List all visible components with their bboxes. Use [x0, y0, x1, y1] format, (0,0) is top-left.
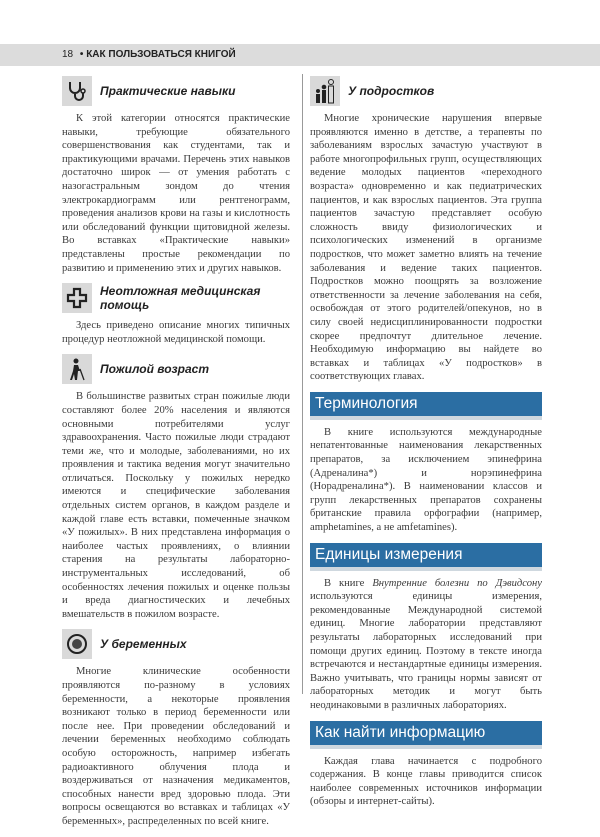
- section-text: Каждая глава начинается с подробного содержания. В конце главы приводится список наиболее современных источников информации (обзоры и интернет-сайты).: [310, 755, 542, 808]
- section-text: Многие клинические особенности проявляются по-разному в условиях беременности, а некоторые проявления возникают только в период беременности или после нее. При проведении обследований и лечении беременных необходимо соблюдать особую осторожность, например избегать радиоактивного облучения плода и воздерживаться от назначения медикаментов, способных нанести вред здоровью плода. Эти вопросы освещаются во вставках и таблицах «У беременных», распределенных по всей книге.: [62, 666, 290, 827]
- section-elderly-heading: [62, 354, 290, 384]
- section-text: В большинстве развитых стран пожилые люди составляют более 20% населения и являются основными потребителями услуг здравоохранения. Часто пожилые люди страдают теми же, что и молодые, заболеваниями, но их проявления и тактика ведения могут значительно отличаться. Поскольку у пожилых нередко имеются и специфические заболевания отдельных систем органов, в каждом разделе и каждой главе есть вставки, помеченные значком «У пожилых». В них представлена информация о наиболее частых проявлениях, о влиянии старения на результаты лабораторно-инструментальных исследований, об особенностях лечения пожилых и оценке пользы и вреда диагностических и лечебных вмешательств в пожилом возрасте.: [62, 391, 290, 620]
- section-text: К этой категории относятся практические навыки, требующие обязательного совершенствования как студентами, так и практикующими врачами. Перечень этих навыков достаточно широк — от умения работать с назогастральным зондом до чтения электрокардиограмм или рентгенограмм, проведения анализов крови на газы и кислотность или обследований функции щитовидной железы. Во вставках «Практические навыки» представлены простые рекомендации по развитию и применению этих и других навыков.: [62, 113, 290, 274]
- section-text: В книге используются международные непатентованные наименования лекарственных препаратов, за исключением эпинефрина (Адреналина*) и норэпинефрина (Норадреналина*). В наименовании классов и групп лекарственных препаратов сохранены британские правила орфографии (например, amphetamines, а не amfetamines).: [310, 426, 542, 534]
- page-number: 18: [62, 49, 74, 60]
- section-heading-find-info: Как найти информацию: [310, 721, 542, 745]
- header-title-line: [62, 49, 236, 60]
- medical-cross-icon: [62, 283, 92, 313]
- header-bullet: •: [79, 49, 84, 60]
- right-column: [310, 72, 542, 817]
- section-title: У беременных: [100, 637, 187, 652]
- section-pregnant-heading: [62, 629, 290, 659]
- column-divider: [302, 74, 303, 694]
- section-title: Практические навыки: [100, 84, 236, 98]
- left-column: [62, 72, 290, 837]
- section-text: Многие хронические нарушения впервые проявляются именно в детстве, а терапевты по заболеваниям взрослых зачастую участвуют в работе многопрофильных групп, осуществляющих ведение молодых пациентов «переходного возраста» одновременно и как педиатрических пациентов, и как взрослых пациентов. Эта группа пациентов зачастую представляет особую сложность ввиду физиологических и психологических изменений в организме подростков, что может заметно влиять на течение заболевания и ведение таких пациентов. Подростков можно поощрять за возложение ответственности за лечение заболевания на себя, освобождая от этого родителей/опекунов, но в силу своей недисциплинированности подростки скорее предпочтут длительное лечение. Необходимую информацию вы найдете во вставках и таблицах «У подростков» в соответствующих главах.: [310, 113, 542, 383]
- text-fragment: используются единицы измерения, рекомендованные Международной системой единиц. Многие лаборатории представляют результаты лабораторных исследований при помощи других единиц. Поэтому в тексте иногда встречаются и нестандартные единицы измерения. Важно учитывать, что границы нормы зависят от лабораторных методик и могут быть неодинаковыми в различных лабораториях.: [310, 591, 542, 711]
- section-emergency-heading: [62, 283, 290, 313]
- section-title: Неотложная медицинская помощь: [100, 284, 261, 313]
- pregnancy-icon: [62, 629, 92, 659]
- section-title: Пожилой возраст: [100, 362, 210, 377]
- section-title: У подростков: [348, 84, 435, 98]
- running-header: [0, 44, 600, 66]
- section-teens-heading: [310, 76, 542, 106]
- family-icon: [310, 76, 340, 106]
- section-heading-units: Единицы измерения: [310, 543, 542, 567]
- elderly-person-icon: [62, 354, 92, 384]
- section-text: [310, 577, 542, 713]
- chapter-title: КАК ПОЛЬЗОВАТЬСЯ КНИГОЙ: [86, 49, 236, 60]
- text-fragment: В книге: [324, 577, 373, 589]
- stethoscope-icon: [62, 76, 92, 106]
- book-title: Внутренние болезни по Дэвидсону: [372, 577, 542, 589]
- section-heading-terminology: Терминология: [310, 392, 542, 416]
- section-text: Здесь приведено описание многих типичных процедур неотложной медицинской помощи.: [62, 320, 290, 345]
- section-skills-heading: [62, 76, 290, 106]
